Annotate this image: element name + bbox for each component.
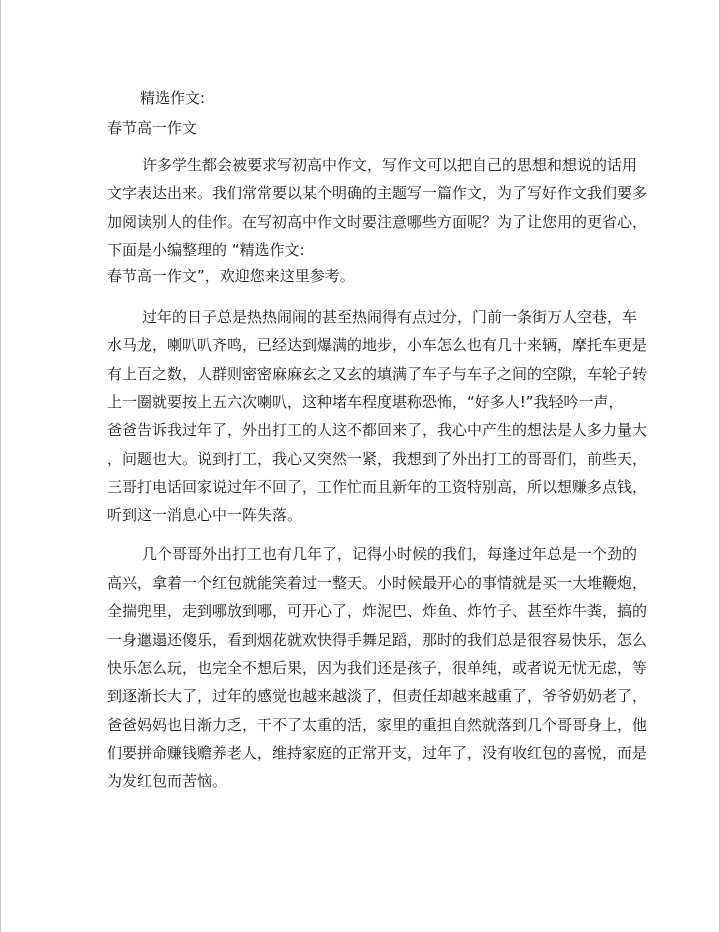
paragraph2-line-3: 全揣兜里，走到哪放到哪，可开心了，炸泥巴、炸鱼、炸竹子、甚至炸牛粪，搞的	[107, 602, 648, 620]
paragraph1-line-1: 过年的日子总是热热闹闹的甚至热闹得有点过分，门前一条街万人空巷，车	[142, 308, 638, 326]
paragraph2-line-5: 快乐怎么玩，也完全不想后果，因为我们还是孩子，很单纯，或者说无忧无虑，等	[107, 659, 648, 677]
paragraph2-line-8: 们要拼命赚钱赡养老人，维持家庭的正常开支，过年了，没有收红包的喜悦，而是	[107, 744, 648, 762]
paragraph1-line-2: 水马龙，喇叭叭齐鸣，已经达到爆满的地步，小车怎么也有几十来辆，摩托车更是	[107, 336, 648, 354]
paragraph2-line-7: 爸爸妈妈也日渐力乏，干不了太重的活，家里的重担自然就落到几个哥哥身上，他	[107, 716, 648, 734]
paragraph2-line-2: 高兴，拿着一个红包就能笑着过一整天。小时候最开心的事情就是买一大堆鞭炮，	[107, 574, 648, 592]
paragraph1-line-6: ，问题也大。说到打工，我心又突然一紧，我想到了外出打工的哥哥们，前些天，	[107, 450, 648, 468]
paragraph1-line-3: 有上百之数，人群则密密麻麻玄之又玄的填满了车子与车子之间的空隙，车轮子转	[107, 365, 648, 383]
intro-line-2: 文字表达出来。我们常常要以某个明确的主题写一篇作文，为了写好作文我们要多	[107, 184, 648, 202]
paragraph2-line-4: 一身邋遢还傻乐，看到烟花就欢快得手舞足蹈，那时的我们总是很容易快乐，怎么	[107, 631, 648, 649]
paragraph1-line-4: 上一圈就要按上五六次喇叭，这种堵车程度堪称恐怖，“好多人!”我轻吟一声，	[107, 393, 624, 411]
intro-line-3: 加阅读别人的佳作。在写初高中作文时要注意哪些方面呢？为了让您用的更省心，	[107, 213, 648, 231]
paragraph1-line-7: 三哥打电话回家说过年不回了，工作忙而且新年的工资特别高，所以想赚多点钱，	[107, 478, 648, 496]
paragraph2-line-9: 为发红包而苦恼。	[107, 772, 228, 790]
paragraph1-line-5: 爸爸告诉我过年了，外出打工的人这不都回来了，我心中产生的想法是人多力量大	[107, 421, 648, 439]
intro-line-5: 春节高一作文”，欢迎您来这里参考。	[107, 267, 355, 285]
intro-line-4: 下面是小编整理的 “精选作文:	[107, 241, 305, 259]
paragraph2-line-6: 到逐渐长大了，过年的感觉也越来越淡了，但责任却越来越重了，爷爷奶奶老了，	[107, 687, 648, 705]
paragraph2-line-1: 几个哥哥外出打工也有几年了，记得小时候的我们，每逢过年总是一个劲的	[142, 545, 638, 563]
heading-line-1: 精选作文:	[140, 89, 206, 107]
heading-line-2: 春节高一作文	[107, 119, 198, 137]
intro-line-1: 许多学生都会被要求写初高中作文，写作文可以把自己的思想和想说的话用	[142, 156, 638, 174]
paragraph1-line-8: 听到这一消息心中一阵失落。	[107, 506, 303, 524]
